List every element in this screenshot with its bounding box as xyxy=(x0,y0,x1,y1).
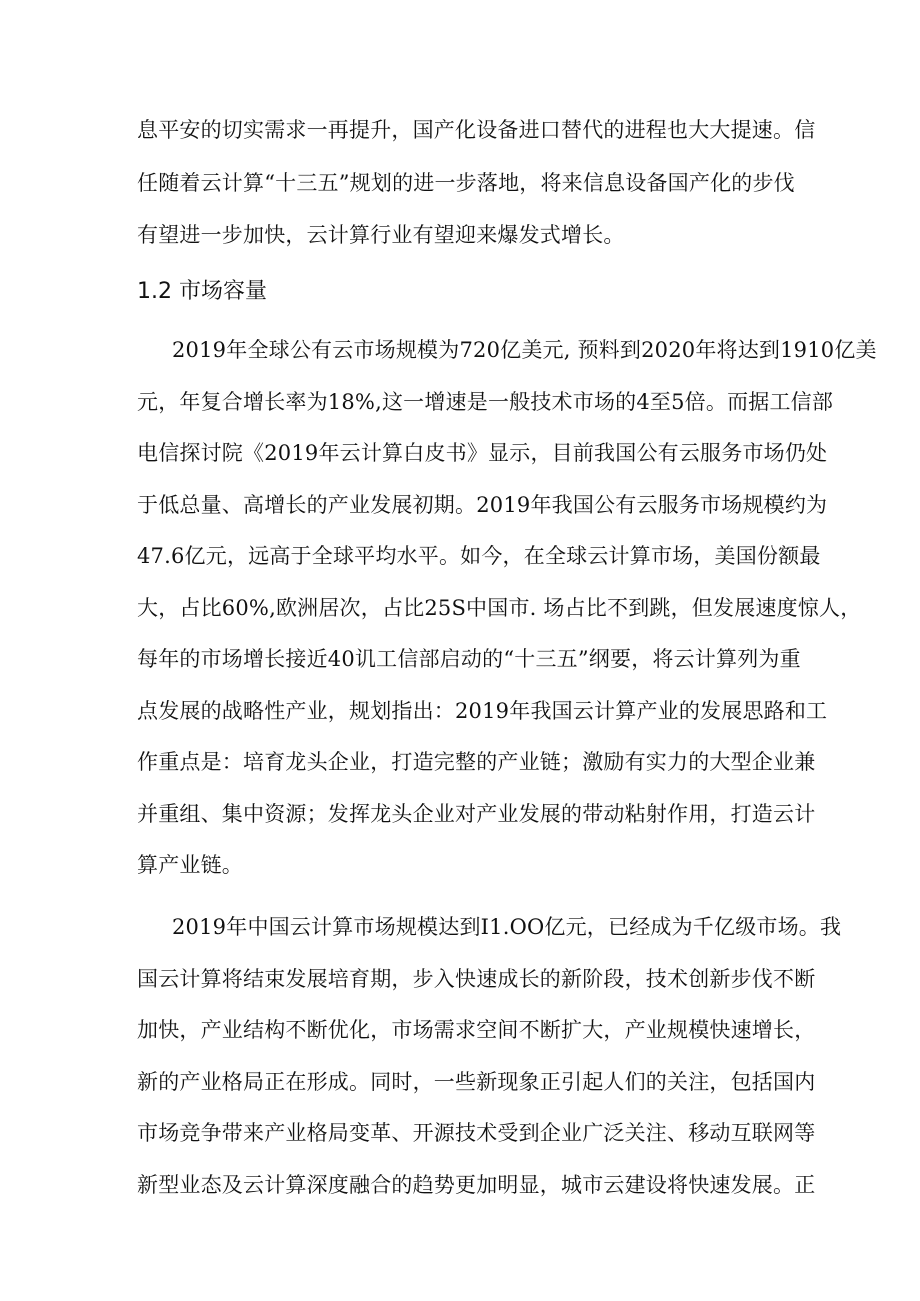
paragraph-1-line-11: 算产业链。 xyxy=(137,853,243,877)
paragraph-1-line-1: 2019年全球公有云市场规模为720亿美元, 预料到2020年将达到1910亿美 xyxy=(172,338,877,362)
section-heading: 1.2 市场容量 xyxy=(137,279,267,304)
paragraph-1-line-3: 电信探讨院《2019年云计算白皮书》显示，目前我国公有云服务市场仍处 xyxy=(137,441,828,465)
paragraph-2-line-1: 2019年中国云计算市场规模达到I1.OO亿元，已经成为千亿级市场。我 xyxy=(172,915,842,939)
paragraph-1-line-5: 47.6亿元，远高于全球平均水平。如今，在全球云计算市场，美国份额最 xyxy=(137,544,821,568)
paragraph-1-line-10: 并重组、集中资源；发挥龙头企业对产业发展的带动粘射作用，打造云计 xyxy=(137,802,816,826)
paragraph-1-line-8: 点发展的战略性产业，规划指出：2019年我国云计算产业的发展思路和工 xyxy=(137,699,828,723)
paragraph-1-line-9: 作重点是：培育龙头企业，打造完整的产业链；激励有实力的大型企业兼 xyxy=(137,750,816,774)
paragraph-1-line-2: 元，年复合增长率为18%,这一增速是一般技术市场的4至5倍。而据工信部 xyxy=(137,390,834,414)
paragraph-2-line-2: 国云计算将结束发展培育期，步入快速成长的新阶段，技术创新步伐不断 xyxy=(137,967,816,991)
paragraph-2-line-4: 新的产业格局正在形成。同时，一些新现象正引起人们的关注，包括国内 xyxy=(137,1070,816,1094)
paragraph-2-line-3: 加快，产业结构不断优化，市场需求空间不断扩大，产业规模快速增长， xyxy=(137,1018,816,1042)
paragraph-intro-line-2: 任随着云计算“十三五”规划的进一步落地，将来信息设备国产化的步伐 xyxy=(137,171,795,195)
paragraph-1-line-7: 每年的市场增长接近40讥工信部启动的“十三五”纲要，将云计算列为重 xyxy=(137,647,801,671)
paragraph-2-line-5: 市场竞争带来产业格局变革、开源技术受到企业广泛关注、移动互联网等 xyxy=(137,1121,816,1145)
paragraph-intro-line-3: 有望进一步加快，云计算行业有望迎来爆发式增长。 xyxy=(137,223,625,247)
paragraph-1-line-6: 大，占比60%,欧洲居次，占比25S中国市. 场占比不到跳，但发展速度惊人， xyxy=(137,596,862,620)
paragraph-1-line-4: 于低总量、高增长的产业发展初期。2019年我国公有云服务市场规模约为 xyxy=(137,493,828,517)
paragraph-intro-line-1: 息平安的切实需求一再提升，国产化设备进口替代的进程也大大提速。信 xyxy=(137,118,816,142)
paragraph-2-line-6: 新型业态及云计算深度融合的趋势更加明显，城市云建设将快速发展。正 xyxy=(137,1173,816,1197)
